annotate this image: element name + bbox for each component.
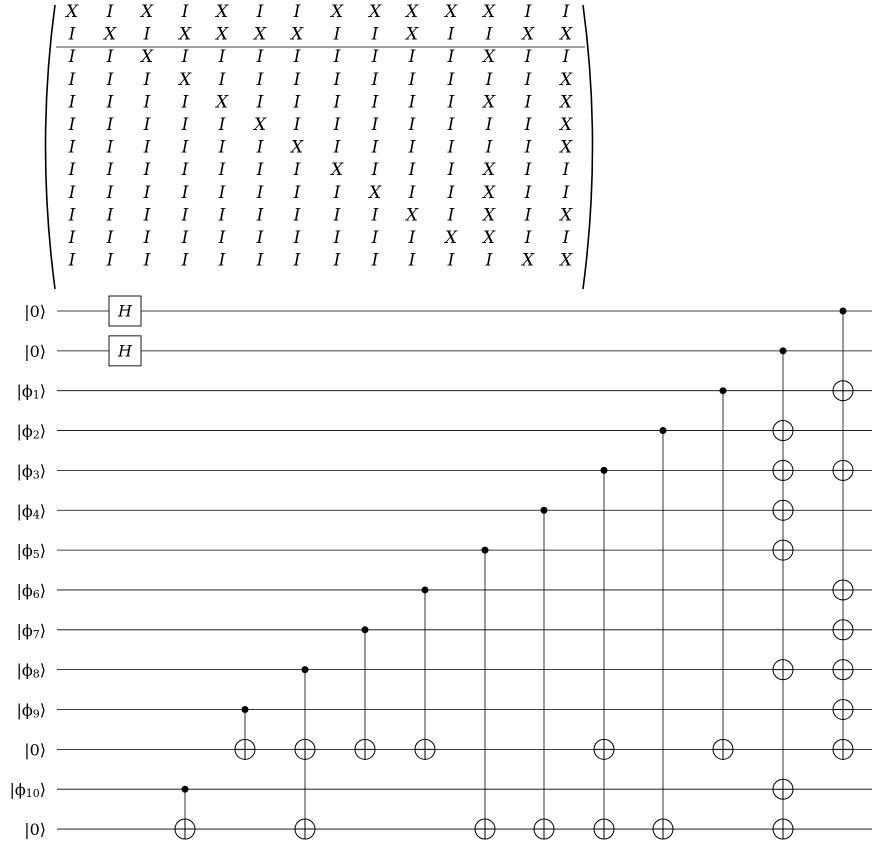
matrix-cell: I (524, 205, 532, 226)
matrix-cell: I (143, 160, 151, 181)
matrix-cell: I (333, 228, 341, 248)
matrix-cell: I (143, 24, 151, 45)
matrix-cell: X (215, 92, 229, 113)
matrix-cell: I (408, 182, 416, 203)
matrix-cell: I (256, 47, 264, 68)
matrix-cell: X (215, 24, 229, 45)
control-dot (601, 467, 608, 474)
matrix-cell: I (181, 137, 189, 158)
matrix-cell: I (218, 115, 226, 135)
matrix-cell: I (106, 92, 114, 113)
matrix-cell: I (408, 92, 416, 113)
matrix-cell: X (253, 115, 267, 135)
control-dot (780, 347, 787, 354)
matrix-cell: X (559, 205, 573, 226)
matrix-cell: I (106, 137, 114, 158)
hadamard-gate-label: H (118, 341, 132, 361)
matrix-cell: I (447, 92, 455, 113)
matrix-cell: I (143, 69, 151, 90)
matrix-cell: X (559, 115, 573, 135)
matrix-cell: I (143, 205, 151, 226)
control-dot (302, 666, 309, 673)
matrix-cell: I (562, 160, 570, 181)
matrix-cell: I (68, 92, 76, 113)
matrix-cell: I (333, 182, 341, 203)
wire-label: $|\phi_2⟩$ (16, 421, 46, 442)
matrix-cell: I (106, 115, 114, 135)
matrix-cell: I (143, 137, 151, 158)
matrix-cell: X (559, 250, 573, 271)
matrix-cell: I (106, 69, 114, 90)
matrix-cell: X (482, 47, 496, 68)
matrix-cell: I (68, 182, 76, 203)
matrix-cell: I (524, 47, 532, 68)
matrix-cell: I (562, 2, 570, 22)
matrix-cell: I (485, 250, 493, 271)
matrix-cell: I (68, 250, 76, 271)
matrix-cell: I (143, 182, 151, 203)
matrix-cell: I (218, 228, 226, 248)
wire-label: $|\phi_8⟩$ (16, 660, 46, 681)
left-parenthesis (46, 5, 56, 289)
matrix-cell: I (371, 24, 379, 45)
matrix-cell: X (521, 24, 535, 45)
matrix-cell: I (293, 250, 301, 271)
matrix-cell: I (371, 47, 379, 68)
wire-label: $|\phi_7⟩$ (16, 620, 46, 641)
matrix-cell: I (256, 250, 264, 271)
hadamard-gate-label: H (118, 301, 132, 321)
matrix-cell: X (559, 92, 573, 113)
matrix-cell: I (562, 228, 570, 248)
matrix-cell: X (368, 2, 382, 22)
matrix-cell: I (485, 137, 493, 158)
matrix-cell: I (181, 47, 189, 68)
matrix-cell: I (485, 115, 493, 135)
matrix-cell: I (371, 250, 379, 271)
matrix-cell: I (333, 205, 341, 226)
matrix-cell: I (333, 137, 341, 158)
matrix-cell: I (256, 69, 264, 90)
matrix-cell: I (256, 2, 264, 22)
matrix-cell: I (218, 160, 226, 181)
matrix-cell: I (218, 250, 226, 271)
matrix-cell: X (444, 228, 458, 248)
matrix-cell: X (482, 92, 496, 113)
wire-label: $|\phi_6⟩$ (16, 580, 46, 601)
matrix-cell: I (181, 228, 189, 248)
matrix-cell: I (408, 250, 416, 271)
control-dot (660, 427, 667, 434)
matrix-cell: X (482, 182, 496, 203)
matrix-cell: I (293, 182, 301, 203)
matrix-cell: I (181, 205, 189, 226)
wire-label: |0⟩ (24, 819, 46, 839)
matrix-cell: I (143, 228, 151, 248)
matrix-cell: X (65, 2, 79, 22)
wire-label: $|\phi_{10}⟩$ (9, 779, 46, 800)
matrix-cell: X (405, 24, 419, 45)
matrix-cell: I (256, 92, 264, 113)
matrix-cell: I (524, 182, 532, 203)
matrix-cell: X (482, 228, 496, 248)
wire-label: |0⟩ (24, 301, 46, 321)
matrix-cell: I (447, 160, 455, 181)
matrix-cell: I (181, 92, 189, 113)
matrix-cell: I (181, 115, 189, 135)
matrix-cell: I (524, 115, 532, 135)
matrix-cell: X (444, 2, 458, 22)
matrix-cell: I (106, 205, 114, 226)
matrix-cell: I (218, 205, 226, 226)
matrix-cell: X (559, 69, 573, 90)
quantum-circuit (9, 296, 872, 839)
matrix-cell: I (524, 160, 532, 181)
matrix-cell: X (405, 205, 419, 226)
matrix-cell: X (103, 24, 117, 45)
matrix-cell: I (256, 205, 264, 226)
matrix-cell: I (333, 92, 341, 113)
matrix-cell: I (408, 137, 416, 158)
matrix-cell: I (333, 47, 341, 68)
matrix-cell: I (524, 92, 532, 113)
matrix-cell: I (181, 2, 189, 22)
control-dot (242, 706, 249, 713)
matrix-cell: X (368, 182, 382, 203)
stabilizer-matrix (46, 2, 593, 289)
matrix-cell: I (524, 137, 532, 158)
matrix-cell: I (68, 115, 76, 135)
matrix-cell: I (293, 228, 301, 248)
matrix-cell: X (253, 24, 267, 45)
matrix-cell: I (447, 182, 455, 203)
wire-label: $|\phi_3⟩$ (16, 460, 46, 481)
matrix-cell: I (106, 160, 114, 181)
matrix-cell: I (218, 69, 226, 90)
matrix-cell: I (293, 69, 301, 90)
matrix-cell: I (293, 205, 301, 226)
matrix-cell: I (371, 69, 379, 90)
matrix-cell: I (106, 2, 114, 22)
control-dot (422, 586, 429, 593)
matrix-cell: X (405, 2, 419, 22)
matrix-cell: I (408, 47, 416, 68)
wire-label: $|\phi_4⟩$ (16, 500, 46, 521)
matrix-cell: X (482, 2, 496, 22)
matrix-cell: I (447, 115, 455, 135)
matrix-cell: I (68, 69, 76, 90)
matrix-cell: I (256, 182, 264, 203)
matrix-cell: I (293, 115, 301, 135)
matrix-cell: I (371, 115, 379, 135)
matrix-cell: I (106, 182, 114, 203)
matrix-cell: I (447, 205, 455, 226)
matrix-cell: I (293, 92, 301, 113)
matrix-cell: I (68, 47, 76, 68)
matrix-cell: X (559, 137, 573, 158)
matrix-cell: I (68, 160, 76, 181)
matrix-cell: I (333, 69, 341, 90)
matrix-cell: I (562, 47, 570, 68)
matrix-cell: I (218, 137, 226, 158)
matrix-cell: I (333, 250, 341, 271)
matrix-cell: I (293, 160, 301, 181)
matrix-cell: I (181, 182, 189, 203)
matrix-cell: I (408, 69, 416, 90)
matrix-cell: I (371, 160, 379, 181)
matrix-cell: X (482, 160, 496, 181)
matrix-cell: I (333, 24, 341, 45)
control-dot (840, 308, 847, 315)
matrix-cell: X (330, 160, 344, 181)
matrix-cell: X (178, 69, 192, 90)
matrix-cell: I (447, 24, 455, 45)
matrix-cell: X (140, 47, 154, 68)
matrix-cell: X (559, 24, 573, 45)
matrix-cell: I (256, 228, 264, 248)
wire-label: $|\phi_1⟩$ (16, 381, 46, 402)
wire-label: $|\phi_9⟩$ (16, 700, 46, 720)
control-dot (720, 387, 727, 394)
matrix-cell: I (106, 250, 114, 271)
matrix-cell: I (293, 2, 301, 22)
matrix-cell: X (482, 205, 496, 226)
matrix-cell: I (218, 182, 226, 203)
matrix-cell: I (371, 137, 379, 158)
matrix-cell: I (256, 137, 264, 158)
matrix-cell: I (106, 228, 114, 248)
matrix-cell: I (447, 47, 455, 68)
wire-label: $|\phi_5⟩$ (16, 540, 46, 561)
matrix-cell: I (562, 182, 570, 203)
matrix-cell: X (178, 24, 192, 45)
matrix-cell: I (333, 115, 341, 135)
matrix-cell: X (290, 24, 304, 45)
matrix-cell: I (447, 69, 455, 90)
matrix-cell: I (524, 228, 532, 248)
right-parenthesis (583, 5, 593, 289)
matrix-cell: I (408, 228, 416, 248)
matrix-cell: I (485, 69, 493, 90)
matrix-cell: I (485, 24, 493, 45)
wire-label: |0⟩ (24, 341, 46, 361)
matrix-cell: I (68, 137, 76, 158)
matrix-cell: I (408, 115, 416, 135)
matrix-cell: I (256, 160, 264, 181)
matrix-cell: I (68, 205, 76, 226)
matrix-cell: I (524, 2, 532, 22)
matrix-cell: I (143, 250, 151, 271)
wire-label: |0⟩ (24, 739, 46, 759)
matrix-cell: I (143, 115, 151, 135)
matrix-cell: I (524, 69, 532, 90)
matrix-cell: I (143, 92, 151, 113)
matrix-cell: X (330, 2, 344, 22)
matrix-cell: I (106, 47, 114, 68)
matrix-cell: I (68, 24, 76, 45)
control-dot (482, 547, 489, 554)
control-dot (182, 786, 189, 793)
matrix-cell: I (447, 137, 455, 158)
control-dot (362, 626, 369, 633)
matrix-cell: I (218, 47, 226, 68)
matrix-cell: I (293, 47, 301, 68)
matrix-cell: I (68, 228, 76, 248)
matrix-cell: X (521, 250, 535, 271)
matrix-cell: X (140, 2, 154, 22)
matrix-cell: X (290, 137, 304, 158)
matrix-cell: I (447, 250, 455, 271)
control-dot (541, 507, 548, 514)
matrix-cell: I (408, 160, 416, 181)
matrix-cell: I (181, 250, 189, 271)
matrix-cell: I (371, 92, 379, 113)
matrix-cell: I (371, 228, 379, 248)
matrix-cell: I (181, 160, 189, 181)
matrix-cell: X (215, 2, 229, 22)
matrix-cell: I (371, 205, 379, 226)
